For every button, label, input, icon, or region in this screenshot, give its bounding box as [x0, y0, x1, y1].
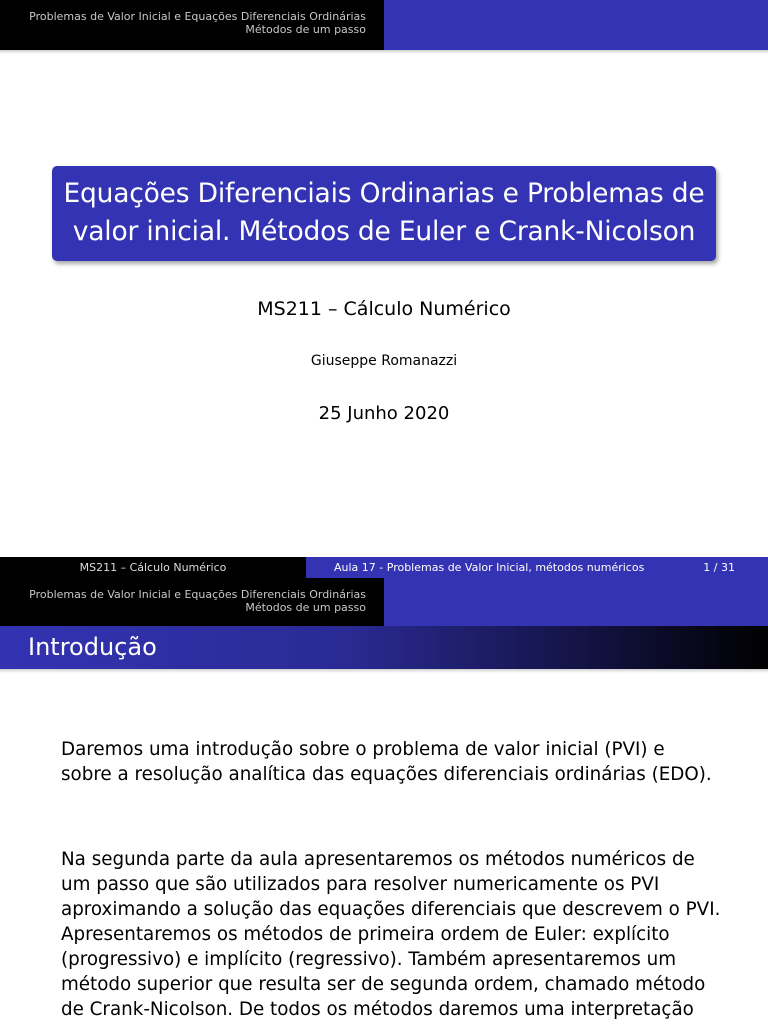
headline-bar [0, 0, 768, 50]
footline-lecture: Aula 17 - Problemas de Valor Inicial, métodos numéricos [334, 561, 645, 574]
title-line-2: valor inicial. Métodos de Euler e Crank-Nicolson [72, 216, 696, 247]
intro-paragraph-2: Na segunda parte da aula apresentaremos os métodos numéricos de um passo que são utilizados para resolver numericamente os PVI aproximando a solução das equações diferenciais que descrevem o PVI. Apresentaremos os métodos de primeira ordem de Euler: explícito (progressivo) e implícito (regressivo). Também apresentaremos um método superior que resulta ser de segunda ordem, chamado método de Crank-Nicolson. De todos os métodos daremos uma interpretação [61, 849, 721, 1020]
intro-slide [0, 578, 768, 1024]
footline-bar [0, 557, 768, 578]
footline-page-number: 1 / 31 [703, 561, 735, 574]
intro-paragraph-1: Daremos uma introdução sobre o problema de valor inicial (PVI) e sobre a resolução analítica das equações diferenciais ordinárias (EDO). [61, 739, 712, 785]
headline-subsection: Métodos de um passo [245, 23, 366, 36]
headline-bar [0, 578, 768, 628]
headline-right [384, 0, 768, 50]
title-box [52, 166, 716, 261]
headline-left [0, 0, 384, 50]
headline-left [0, 578, 384, 628]
headline-section: Problemas de Valor Inicial e Equações Diferenciais Ordinárias [29, 588, 366, 601]
frame-title: Introdução [0, 626, 768, 669]
headline-shadow [0, 50, 768, 54]
footline-right [306, 557, 768, 578]
course-subtitle: MS211 – Cálculo Numérico [257, 298, 511, 320]
author-name: Giuseppe Romanazzi [310, 353, 458, 369]
headline-right [384, 578, 768, 628]
presentation-date: 25 Junho 2020 [318, 403, 450, 424]
frame-title-shadow [0, 669, 768, 673]
footline-course: MS211 – Cálculo Numérico [0, 557, 306, 578]
title-line-1: Equações Diferenciais Ordinarias e Problemas de [63, 178, 705, 209]
headline-subsection: Métodos de um passo [245, 601, 366, 614]
headline-section: Problemas de Valor Inicial e Equações Diferenciais Ordinárias [29, 10, 366, 23]
